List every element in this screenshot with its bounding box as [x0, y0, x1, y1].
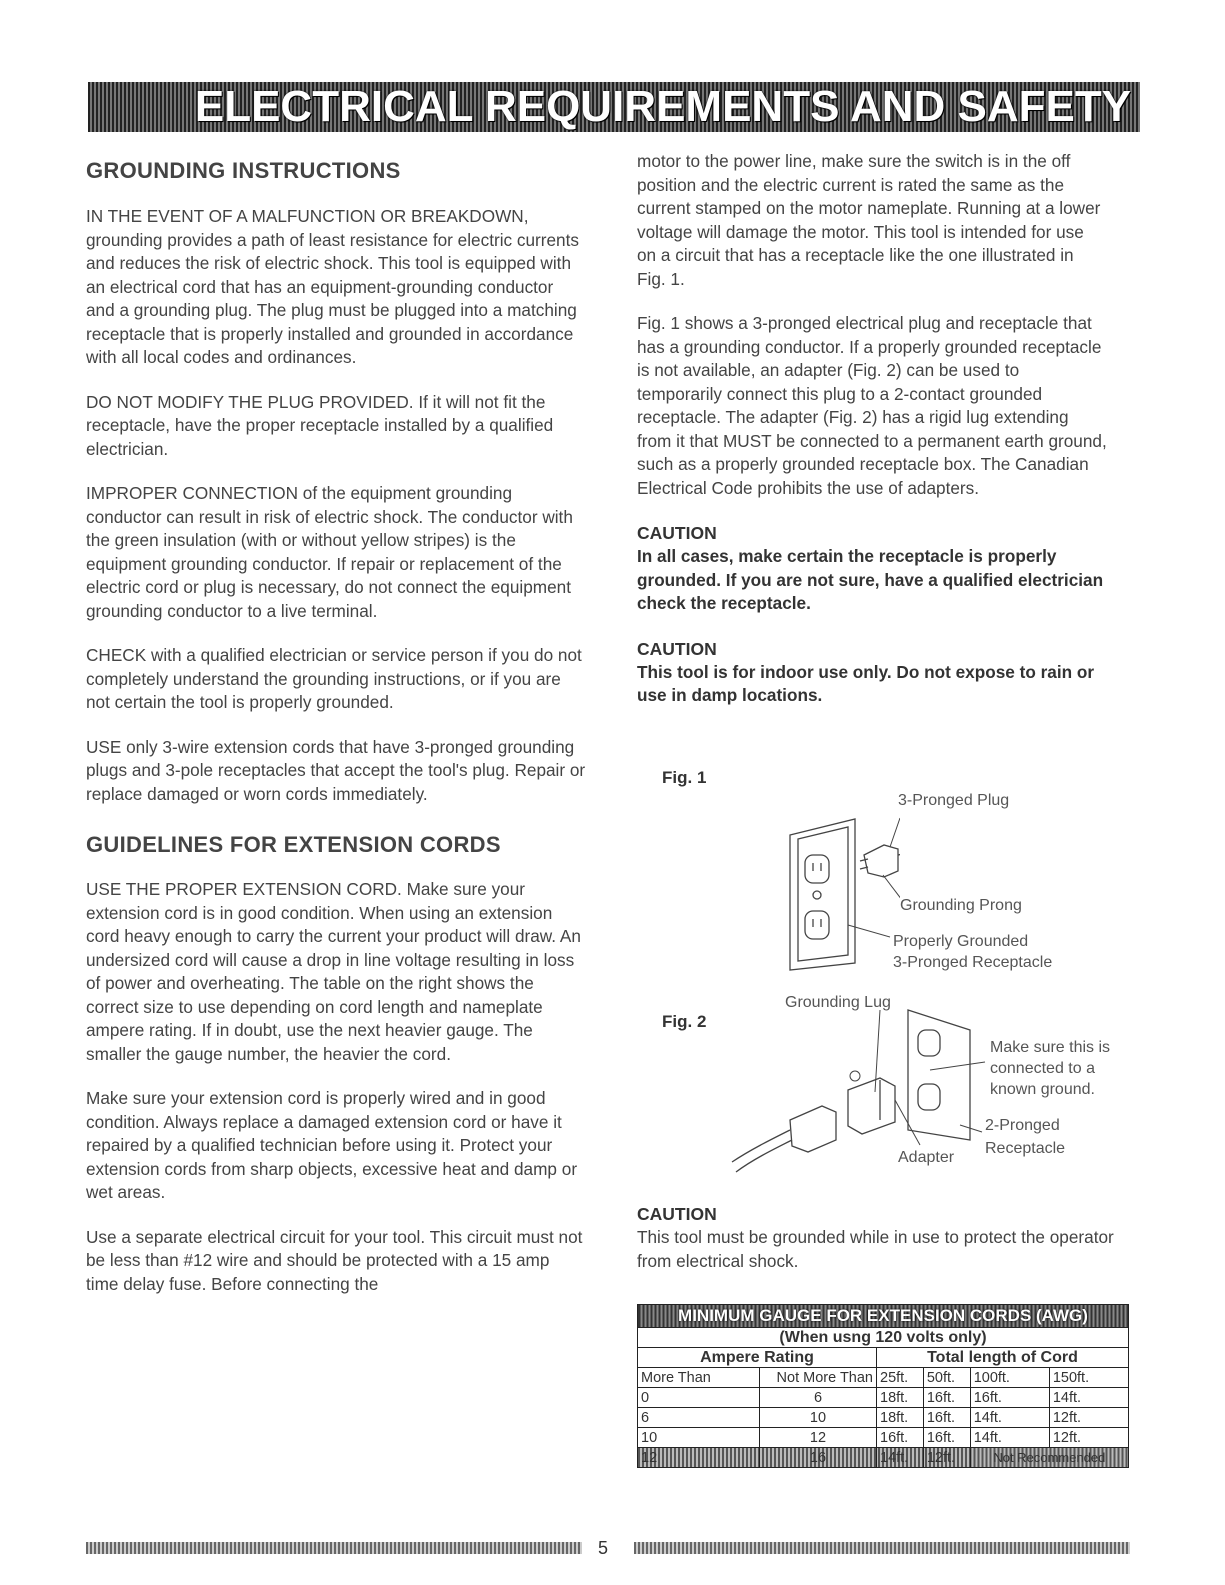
page-title: ELECTRICAL REQUIREMENTS AND SAFETY: [194, 82, 1132, 131]
caution-2-heading: CAUTION: [637, 638, 717, 659]
caution-3-heading: CAUTION: [637, 1204, 717, 1224]
ampere-header: Ampere Rating: [638, 1348, 877, 1368]
table-row: [638, 1408, 1129, 1428]
plug-shape: [860, 845, 900, 877]
fig2-note-1: Make sure this is: [990, 1039, 1111, 1056]
adapter-shape: [848, 1078, 895, 1134]
cell-value: 14ft.: [877, 1448, 924, 1468]
cell-value: 18ft.: [877, 1408, 924, 1428]
footer-bar-right: [634, 1542, 1130, 1554]
grounding-paragraph-1: IN THE EVENT OF A MALFUNCTION OR BREAKDOWN, grounding provides a path of least resistance for electric currents and reduces the risk of electric shock. This tool is equipped with an electrical cord that has an equipment-grounding conductor and a grounding plug. The plug must be plugged into a matching receptacle that is properly installed and grounded in accordance with all local codes and ordinances.: [86, 206, 579, 367]
fig1-illustration: [780, 815, 900, 975]
caution-1-heading: CAUTION: [637, 523, 717, 543]
table-subtitle: (When usng 120 volts only): [638, 1328, 1129, 1348]
cell-more: 12: [638, 1448, 760, 1468]
grounding-heading: GROUNDING INSTRUCTIONS: [86, 158, 401, 183]
grounding-paragraph-4: CHECK with a qualified electrician or service person if you do not completely understand the grounding instructions, or if you are not certain the tool is properly grounded.: [86, 645, 582, 712]
footer-bar-left: [86, 1542, 582, 1554]
cell-notmore: 12: [760, 1428, 877, 1448]
fig1-label: Fig. 1: [662, 768, 707, 787]
fig2-note-3: known ground.: [990, 1081, 1095, 1098]
caution-3: [637, 1203, 1117, 1273]
fig2-lug-label: Grounding Lug: [785, 994, 891, 1011]
plug-and-cord: [732, 1106, 836, 1172]
title-banner: [88, 82, 1140, 132]
grounding-paragraph-2: DO NOT MODIFY THE PLUG PROVIDED. If it will not fit the receptacle, have the proper receptacle installed by a qualified electrician.: [86, 391, 554, 459]
cell-notmore: 10: [760, 1408, 877, 1428]
cell-value: 14ft.: [970, 1428, 1049, 1448]
cell-value: 16ft.: [923, 1408, 970, 1428]
cell-value: 16ft.: [877, 1428, 924, 1448]
cell-not-recommended: Not Recommended: [970, 1448, 1128, 1468]
left-column: [86, 152, 586, 1296]
two-prong-receptacle: [908, 1010, 970, 1140]
length-150: 150ft.: [1049, 1368, 1128, 1388]
caution-2-body: This tool is for indoor use only. Do not expose to rain or use in damp locations.: [637, 661, 1095, 705]
fig1-receptacle-label-2: 3-Pronged Receptacle: [893, 954, 1053, 971]
not-more-than-header: Not More Than: [760, 1368, 877, 1388]
length-100: 100ft.: [970, 1368, 1049, 1388]
table-row: [638, 1388, 1129, 1408]
fig1-plug-label: 3-Pronged Plug: [898, 792, 1010, 809]
cell-value: 18ft.: [877, 1388, 924, 1408]
caution-3-body: This tool must be grounded while in use to protect the operator from electrical shock.: [637, 1227, 1114, 1271]
cell-value: 12ft.: [1049, 1408, 1128, 1428]
cell-more: 10: [638, 1428, 760, 1448]
extension-paragraph-3: Use a separate electrical circuit for your tool. This circuit must not be less than #12 wire and should be protected with a 15 amp time delay fuse. Before connecting the: [86, 1226, 583, 1294]
right-column: [637, 152, 1107, 708]
table-header-row: [638, 1368, 1129, 1388]
fig2-label: Fig. 2: [662, 1012, 707, 1031]
fig2-note-2: connected to a: [990, 1060, 1095, 1077]
fig2-receptacle-label-2: Receptacle: [985, 1140, 1066, 1157]
more-than-header: More Than: [638, 1368, 760, 1388]
table-row: [638, 1428, 1129, 1448]
fig2-receptacle-label-1: 2-Pronged: [985, 1117, 1060, 1134]
table-row-last: [638, 1448, 1129, 1468]
fig1-prong-label: Grounding Prong: [900, 897, 1022, 914]
grounding-paragraph-3: IMPROPER CONNECTION of the equipment grounding conductor can result in risk of electric shock. The conductor with the green insulation (with or without yellow stripes) is the equipment grounding conductor. If repair or replacement of the electric cord or plug is necessary, do not connect the equipment grounding conductor to a live terminal.: [86, 483, 573, 621]
extension-heading: GUIDELINES FOR EXTENSION CORDS: [86, 832, 501, 857]
fig1-receptacle-label-1: Properly Grounded: [893, 933, 1029, 950]
page-number: 5: [598, 1538, 609, 1558]
cell-more: 0: [638, 1388, 760, 1408]
cell-value: 16ft.: [923, 1428, 970, 1448]
fig2-adapter-label: Adapter: [898, 1149, 955, 1166]
cell-notmore: 6: [760, 1388, 877, 1408]
cell-value: 12ft.: [923, 1448, 970, 1468]
cell-more: 6: [638, 1408, 760, 1428]
length-50: 50ft.: [923, 1368, 970, 1388]
cell-value: 12ft.: [1049, 1428, 1128, 1448]
caution-1-body: In all cases, make certain the receptacle is properly grounded. If you are not sure, have a qualified electrician check the receptacle.: [637, 546, 1104, 613]
length-header: Total length of Cord: [877, 1348, 1129, 1368]
cell-value: 14ft.: [1049, 1388, 1128, 1408]
extension-paragraph-2: Make sure your extension cord is properly wired and in good condition. Always replace a damaged extension cord or have it repaired by a qualified technician before using it. Protect your extension cords from sharp objects, excessive heat and damp or wet areas.: [86, 1088, 578, 1202]
table-title: MINIMUM GAUGE FOR EXTENSION CORDS (AWG): [638, 1305, 1129, 1328]
receptacle-plate: [790, 819, 855, 970]
grounding-paragraph-5: USE only 3-wire extension cords that have 3-pronged grounding plugs and 3-pole receptacles that accept the tool's plug. Repair or replace damaged or worn cords immediately.: [86, 736, 586, 804]
cell-value: 16ft.: [923, 1388, 970, 1408]
cell-notmore: 16: [760, 1448, 877, 1468]
extension-paragraph-1: USE THE PROPER EXTENSION CORD. Make sure your extension cord is in good condition. When using an extension cord heavy enough to carry the current your product will draw. An undersized cord will cause a drop in line voltage resulting in loss of power and overheating. The table on the right shows the correct size to use depending on cord length and nameplate ampere rating. If in doubt, use the next heavier gauge. The smaller the gauge number, the heavier the cord.: [86, 879, 581, 1064]
gauge-table: [637, 1304, 1129, 1468]
cell-value: 16ft.: [970, 1388, 1049, 1408]
cell-value: 14ft.: [970, 1408, 1049, 1428]
right-paragraph-2: Fig. 1 shows a 3-pronged electrical plug and receptacle that has a grounding conductor. If a properly grounded receptacle is not available, an adapter (Fig. 2) can be used to temporarily connect this plug to a 2-contact grounded receptacle. The adapter (Fig. 2) has a rigid lug extending from it that MUST be connected to a permanent earth ground, such as a properly grounded receptacle box. The Canadian Electrical Code prohibits the use of adapters.: [637, 313, 1107, 498]
length-25: 25ft.: [877, 1368, 924, 1388]
right-paragraph-1: motor to the power line, make sure the switch is in the off position and the electric current is rated the same as the current stamped on the motor nameplate. Running at a lower voltage will damage the motor. This tool is intended for use on a circuit that has a receptacle like the one illustrated in Fig. 1.: [637, 151, 1101, 289]
